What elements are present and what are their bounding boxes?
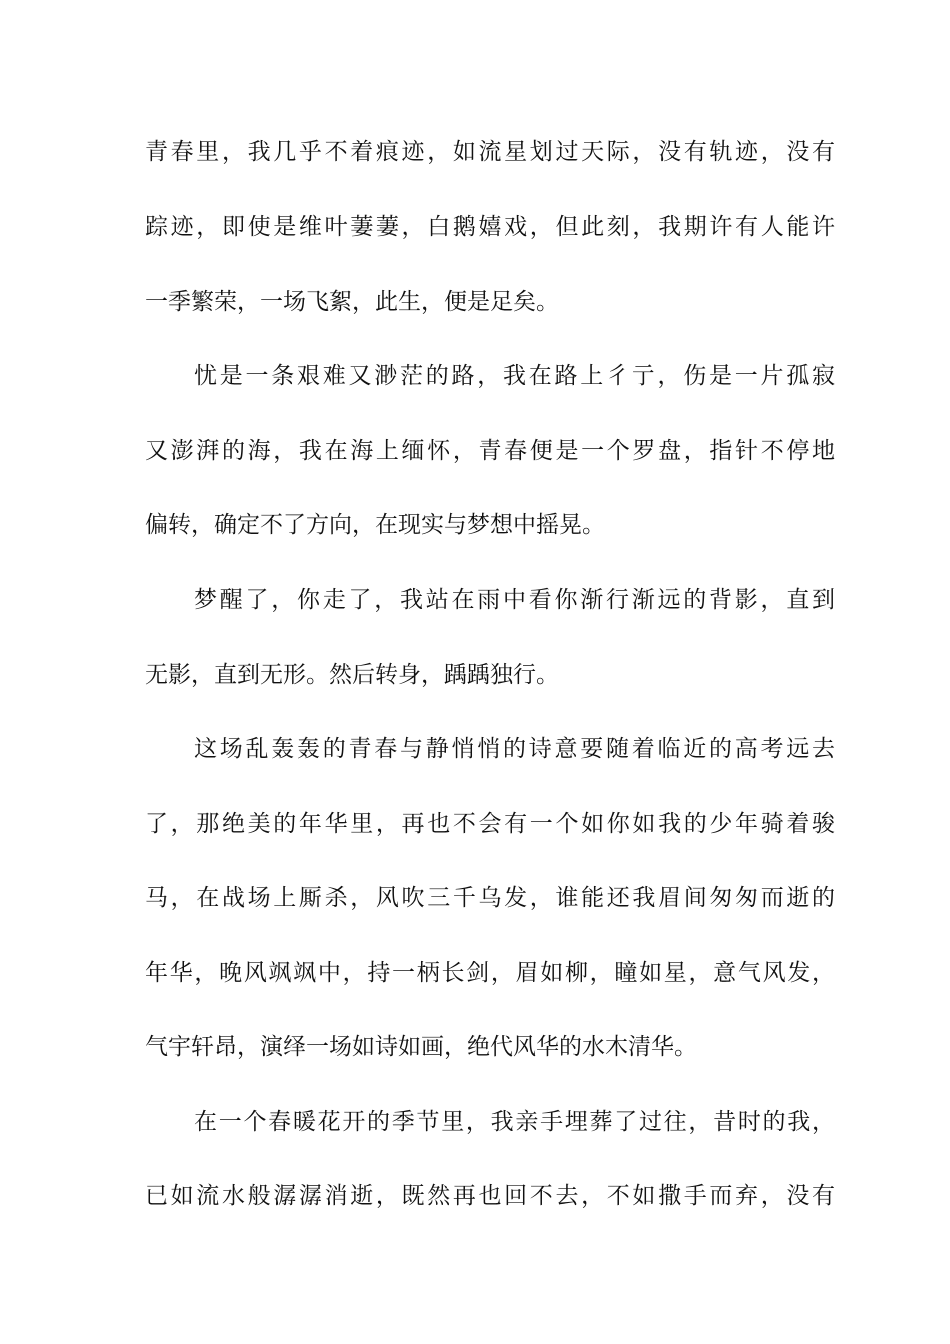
text-line: 了，那绝美的年华里，再也不会有一个如你如我的少年骑着骏	[145, 811, 835, 837]
text-line: 梦醒了，你走了，我站在雨中看你渐行渐远的背影，直到	[194, 587, 835, 613]
text-line: 已如流水般潺潺消逝，既然再也回不去，不如撒手而弃，没有	[145, 1183, 835, 1209]
text-line: 忧是一条艰难又渺茫的路，我在路上彳亍，伤是一片孤寂	[194, 363, 835, 389]
text-line: 踪迹，即使是维叶萋萋，白鹅嬉戏，但此刻，我期许有人能许	[145, 214, 835, 240]
text-line: 青春里，我几乎不着痕迹，如流星划过天际，没有轨迹，没有	[145, 139, 835, 165]
text-line: 年华，晚风飒飒中，持一柄长剑，眉如柳，瞳如星，意气风发，	[145, 960, 835, 986]
text-line: 在一个春暖花开的季节里，我亲手埋葬了过往，昔时的我，	[194, 1109, 835, 1135]
text-line: 马，在战场上厮杀，风吹三千乌发，谁能还我眉间匆匆而逝的	[145, 885, 835, 911]
text-line: 偏转，确定不了方向，在现实与梦想中摇晃。	[145, 512, 605, 538]
text-line: 无影，直到无形。然后转身，踽踽独行。	[145, 662, 559, 688]
text-line: 气宇轩昂，演绎一场如诗如画，绝代风华的水木清华。	[145, 1034, 697, 1060]
text-line: 又澎湃的海，我在海上缅怀，青春便是一个罗盘，指针不停地	[145, 438, 835, 464]
text-line: 一季繁荣，一场飞絮，此生，便是足矣。	[145, 289, 559, 315]
text-line: 这场乱轰轰的青春与静悄悄的诗意要随着临近的高考远去	[194, 736, 835, 762]
